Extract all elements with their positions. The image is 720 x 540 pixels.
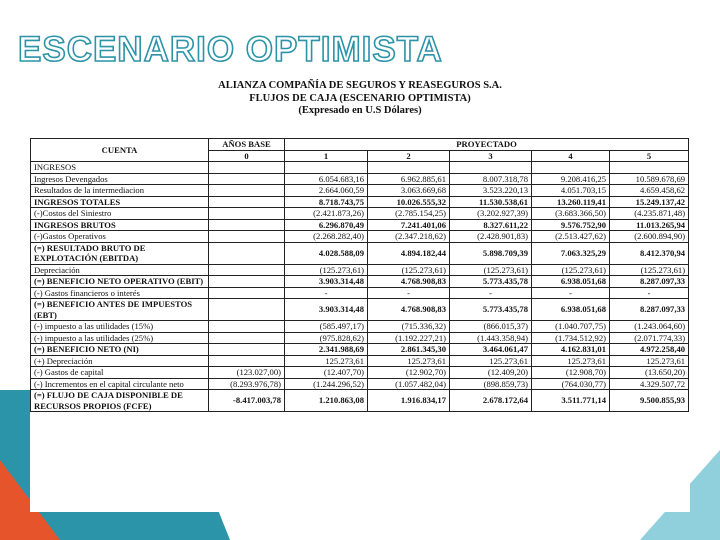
row-value-year-1: - [285, 287, 368, 299]
table-row [31, 219, 689, 231]
row-value-year-2: 7.241.401,06 [368, 219, 450, 231]
table-row [31, 196, 689, 208]
row-label: (=) BENEFICIO NETO OPERATIVO (EBIT) [31, 276, 209, 288]
cash-flow-table [30, 138, 689, 412]
currency-note: (Expresado en U.S Dólares) [298, 105, 422, 116]
row-value-year-4: 9.576.752,90 [532, 219, 610, 231]
row-value-year-2: (715.336,32) [368, 321, 450, 333]
row-value-year-2: (1.057.482,04) [368, 378, 450, 390]
year-3: 3 [450, 150, 532, 162]
row-value-year-3: 8.327.611,22 [450, 219, 532, 231]
row-value-year-3: 5.773.435,78 [450, 299, 532, 321]
year-1: 1 [285, 150, 368, 162]
row-value-year-3: 3.464.061,47 [450, 344, 532, 356]
row-value-year-1: 3.903.314,48 [285, 276, 368, 288]
row-value-year-3: (12.409,20) [450, 367, 532, 379]
row-value-year-3: 2.678.172,64 [450, 390, 532, 412]
row-label: INGRESOS [31, 162, 209, 174]
row-value-year-0 [209, 173, 285, 185]
table-row [31, 162, 689, 174]
row-label: (=) FLUJO DE CAJA DISPONIBLE DE RECURSOS PROPIOS (FCFE) [31, 390, 209, 412]
row-value-year-4: (764.030,77) [532, 378, 610, 390]
slide-title: ESCENARIO OPTIMISTA [18, 30, 443, 69]
row-value-year-2: 4.768.908,83 [368, 276, 450, 288]
row-value-year-3 [450, 162, 532, 174]
row-value-year-1: 6.054.683,16 [285, 173, 368, 185]
row-value-year-0 [209, 208, 285, 220]
row-value-year-5: 4.659.458,62 [610, 185, 689, 197]
row-value-year-5: (4.235.871,48) [610, 208, 689, 220]
row-value-year-3: 125.273,61 [450, 355, 532, 367]
row-label: (-) impuesto a las utilidades (15%) [31, 321, 209, 333]
row-value-year-0 [209, 185, 285, 197]
row-value-year-0 [209, 355, 285, 367]
row-value-year-0 [209, 196, 285, 208]
row-value-year-2: 3.063.669,68 [368, 185, 450, 197]
row-value-year-3: - [450, 287, 532, 299]
row-value-year-1: 2.341.988,69 [285, 344, 368, 356]
row-value-year-3: 5.773.435,78 [450, 276, 532, 288]
row-value-year-1 [285, 162, 368, 174]
row-value-year-4: 4.162.831,01 [532, 344, 610, 356]
row-value-year-0 [209, 219, 285, 231]
row-value-year-4: (1.040.707,75) [532, 321, 610, 333]
row-value-year-4: 3.511.771,14 [532, 390, 610, 412]
row-value-year-3: (898.859,73) [450, 378, 532, 390]
row-value-year-5: 10.589.678,69 [610, 173, 689, 185]
col-header-cuenta: CUENTA [31, 139, 209, 162]
row-value-year-0 [209, 332, 285, 344]
table-row [31, 242, 689, 264]
row-value-year-0 [209, 264, 285, 276]
year-0: 0 [209, 150, 285, 162]
table-row [31, 231, 689, 243]
table-row [31, 321, 689, 333]
row-value-year-4: (125.273,61) [532, 264, 610, 276]
row-value-year-1: (125.273,61) [285, 264, 368, 276]
row-value-year-4: (12.908,70) [532, 367, 610, 379]
row-label: INGRESOS BRUTOS [31, 219, 209, 231]
row-value-year-1: 1.210.863,08 [285, 390, 368, 412]
table-row [31, 378, 689, 390]
row-value-year-0 [209, 287, 285, 299]
row-label: (+) Depreciación [31, 355, 209, 367]
row-value-year-1: 4.028.588,09 [285, 242, 368, 264]
row-value-year-0 [209, 344, 285, 356]
row-value-year-0 [209, 321, 285, 333]
year-4: 4 [532, 150, 610, 162]
row-label: (-) Incrementos en el capital circulante neto [31, 378, 209, 390]
row-value-year-3: 11.530.538,61 [450, 196, 532, 208]
row-value-year-5: 4.329.507,72 [610, 378, 689, 390]
row-value-year-1: 2.664.060,59 [285, 185, 368, 197]
row-value-year-2: (2.347.218,62) [368, 231, 450, 243]
row-value-year-4: (1.734.512,92) [532, 332, 610, 344]
row-value-year-4: 9.208.416,25 [532, 173, 610, 185]
row-value-year-2: 4.894.182,44 [368, 242, 450, 264]
row-value-year-0: -8.417.003,78 [209, 390, 285, 412]
row-value-year-0 [209, 299, 285, 321]
row-value-year-3: (866.015,37) [450, 321, 532, 333]
document-header [30, 80, 690, 124]
table-row [31, 185, 689, 197]
row-value-year-2: (1.192.227,21) [368, 332, 450, 344]
row-value-year-0 [209, 242, 285, 264]
row-label: Ingresos Devengados [31, 173, 209, 185]
row-value-year-3: (1.443.358,94) [450, 332, 532, 344]
year-2: 2 [368, 150, 450, 162]
row-value-year-5: (125.273,61) [610, 264, 689, 276]
row-value-year-2: - [368, 287, 450, 299]
row-value-year-1: (2.268.282,40) [285, 231, 368, 243]
row-value-year-1: 6.296.870,49 [285, 219, 368, 231]
row-value-year-5: 9.500.855,93 [610, 390, 689, 412]
row-value-year-3: (2.428.901,83) [450, 231, 532, 243]
row-value-year-5: 15.249.137,42 [610, 196, 689, 208]
row-value-year-0: (123.027,00) [209, 367, 285, 379]
row-value-year-3: (125.273,61) [450, 264, 532, 276]
row-value-year-1: 3.903.314,48 [285, 299, 368, 321]
row-value-year-5 [610, 162, 689, 174]
row-value-year-5: 4.972.258,40 [610, 344, 689, 356]
row-value-year-4: - [532, 287, 610, 299]
row-value-year-2: 4.768.908,83 [368, 299, 450, 321]
row-label: (-)Costos del Siniestro [31, 208, 209, 220]
row-label: (=) RESULTADO BRUTO DE EXPLOTACIÓN (EBITDA) [31, 242, 209, 264]
row-value-year-2: 1.916.834,17 [368, 390, 450, 412]
row-value-year-3: 3.523.220,13 [450, 185, 532, 197]
row-value-year-2 [368, 162, 450, 174]
row-value-year-4: 125.273,61 [532, 355, 610, 367]
table-row [31, 344, 689, 356]
row-label: (-) Gastos financieros o interés [31, 287, 209, 299]
table-row [31, 287, 689, 299]
row-value-year-2: 10.026.555,32 [368, 196, 450, 208]
row-value-year-4: 7.063.325,29 [532, 242, 610, 264]
table-row [31, 332, 689, 344]
row-value-year-4: 6.938.051,68 [532, 276, 610, 288]
table-row [31, 208, 689, 220]
row-value-year-1: (12.407,70) [285, 367, 368, 379]
row-value-year-1: (1.244.296,52) [285, 378, 368, 390]
col-header-projected: PROYECTADO [285, 139, 689, 151]
row-value-year-4: 6.938.051,68 [532, 299, 610, 321]
company-name: ALIANZA COMPAÑÍA DE SEGUROS Y REASEGUROS S.A. [218, 80, 502, 91]
row-label: (-) impuesto a las utilidades (25%) [31, 332, 209, 344]
row-value-year-1: (2.421.873,26) [285, 208, 368, 220]
row-value-year-4: 13.260.119,41 [532, 196, 610, 208]
row-value-year-5: 8.412.370,94 [610, 242, 689, 264]
row-value-year-5: (1.243.064,60) [610, 321, 689, 333]
row-value-year-2: (125.273,61) [368, 264, 450, 276]
cash-flow-document [30, 80, 690, 512]
row-label: (=) BENEFICIO ANTES DE IMPUESTOS (EBT) [31, 299, 209, 321]
table-row [31, 299, 689, 321]
document-subtitle: FLUJOS DE CAJA (ESCENARIO OPTIMISTA) [249, 92, 471, 104]
row-value-year-3: (3.202.927,39) [450, 208, 532, 220]
row-value-year-0 [209, 276, 285, 288]
header-row-groups [31, 139, 689, 151]
row-value-year-2: (12.902,70) [368, 367, 450, 379]
row-value-year-2: 6.962.885,61 [368, 173, 450, 185]
row-value-year-5: 8.287.097,33 [610, 299, 689, 321]
row-value-year-0 [209, 231, 285, 243]
row-value-year-1: 125.273,61 [285, 355, 368, 367]
year-5: 5 [610, 150, 689, 162]
row-value-year-5: 125.273,61 [610, 355, 689, 367]
table-row [31, 264, 689, 276]
row-value-year-5: 11.013.265,94 [610, 219, 689, 231]
row-value-year-1: (585.497,17) [285, 321, 368, 333]
row-value-year-5: - [610, 287, 689, 299]
row-value-year-3: 8.007.318,78 [450, 173, 532, 185]
row-value-year-5: (2.071.774,33) [610, 332, 689, 344]
table-row [31, 390, 689, 412]
row-value-year-1: 8.718.743,75 [285, 196, 368, 208]
row-value-year-4: (2.513.427,62) [532, 231, 610, 243]
row-value-year-2: 2.861.345,30 [368, 344, 450, 356]
row-label: Depreciación [31, 264, 209, 276]
row-value-year-5: (2.600.894,90) [610, 231, 689, 243]
table-row [31, 276, 689, 288]
row-value-year-1: (975.828,62) [285, 332, 368, 344]
row-label: INGRESOS TOTALES [31, 196, 209, 208]
row-label: (-)Gastos Operativos [31, 231, 209, 243]
col-header-base: AÑOS BASE [209, 139, 285, 151]
row-label: (=) BENEFICIO NETO (NI) [31, 344, 209, 356]
row-value-year-2: 125.273,61 [368, 355, 450, 367]
row-value-year-2: (2.785.154,25) [368, 208, 450, 220]
row-value-year-3: 5.898.709,39 [450, 242, 532, 264]
row-value-year-4: 4.051.703,15 [532, 185, 610, 197]
table-row [31, 355, 689, 367]
row-value-year-5: (13.650,20) [610, 367, 689, 379]
row-value-year-5: 8.287.097,33 [610, 276, 689, 288]
row-value-year-0 [209, 162, 285, 174]
table-row [31, 173, 689, 185]
row-value-year-0: (8.293.976,78) [209, 378, 285, 390]
row-value-year-4: (3.683.366,50) [532, 208, 610, 220]
row-label: Resultados de la intermediacion [31, 185, 209, 197]
row-label: (-) Gastos de capital [31, 367, 209, 379]
table-row [31, 367, 689, 379]
row-value-year-4 [532, 162, 610, 174]
